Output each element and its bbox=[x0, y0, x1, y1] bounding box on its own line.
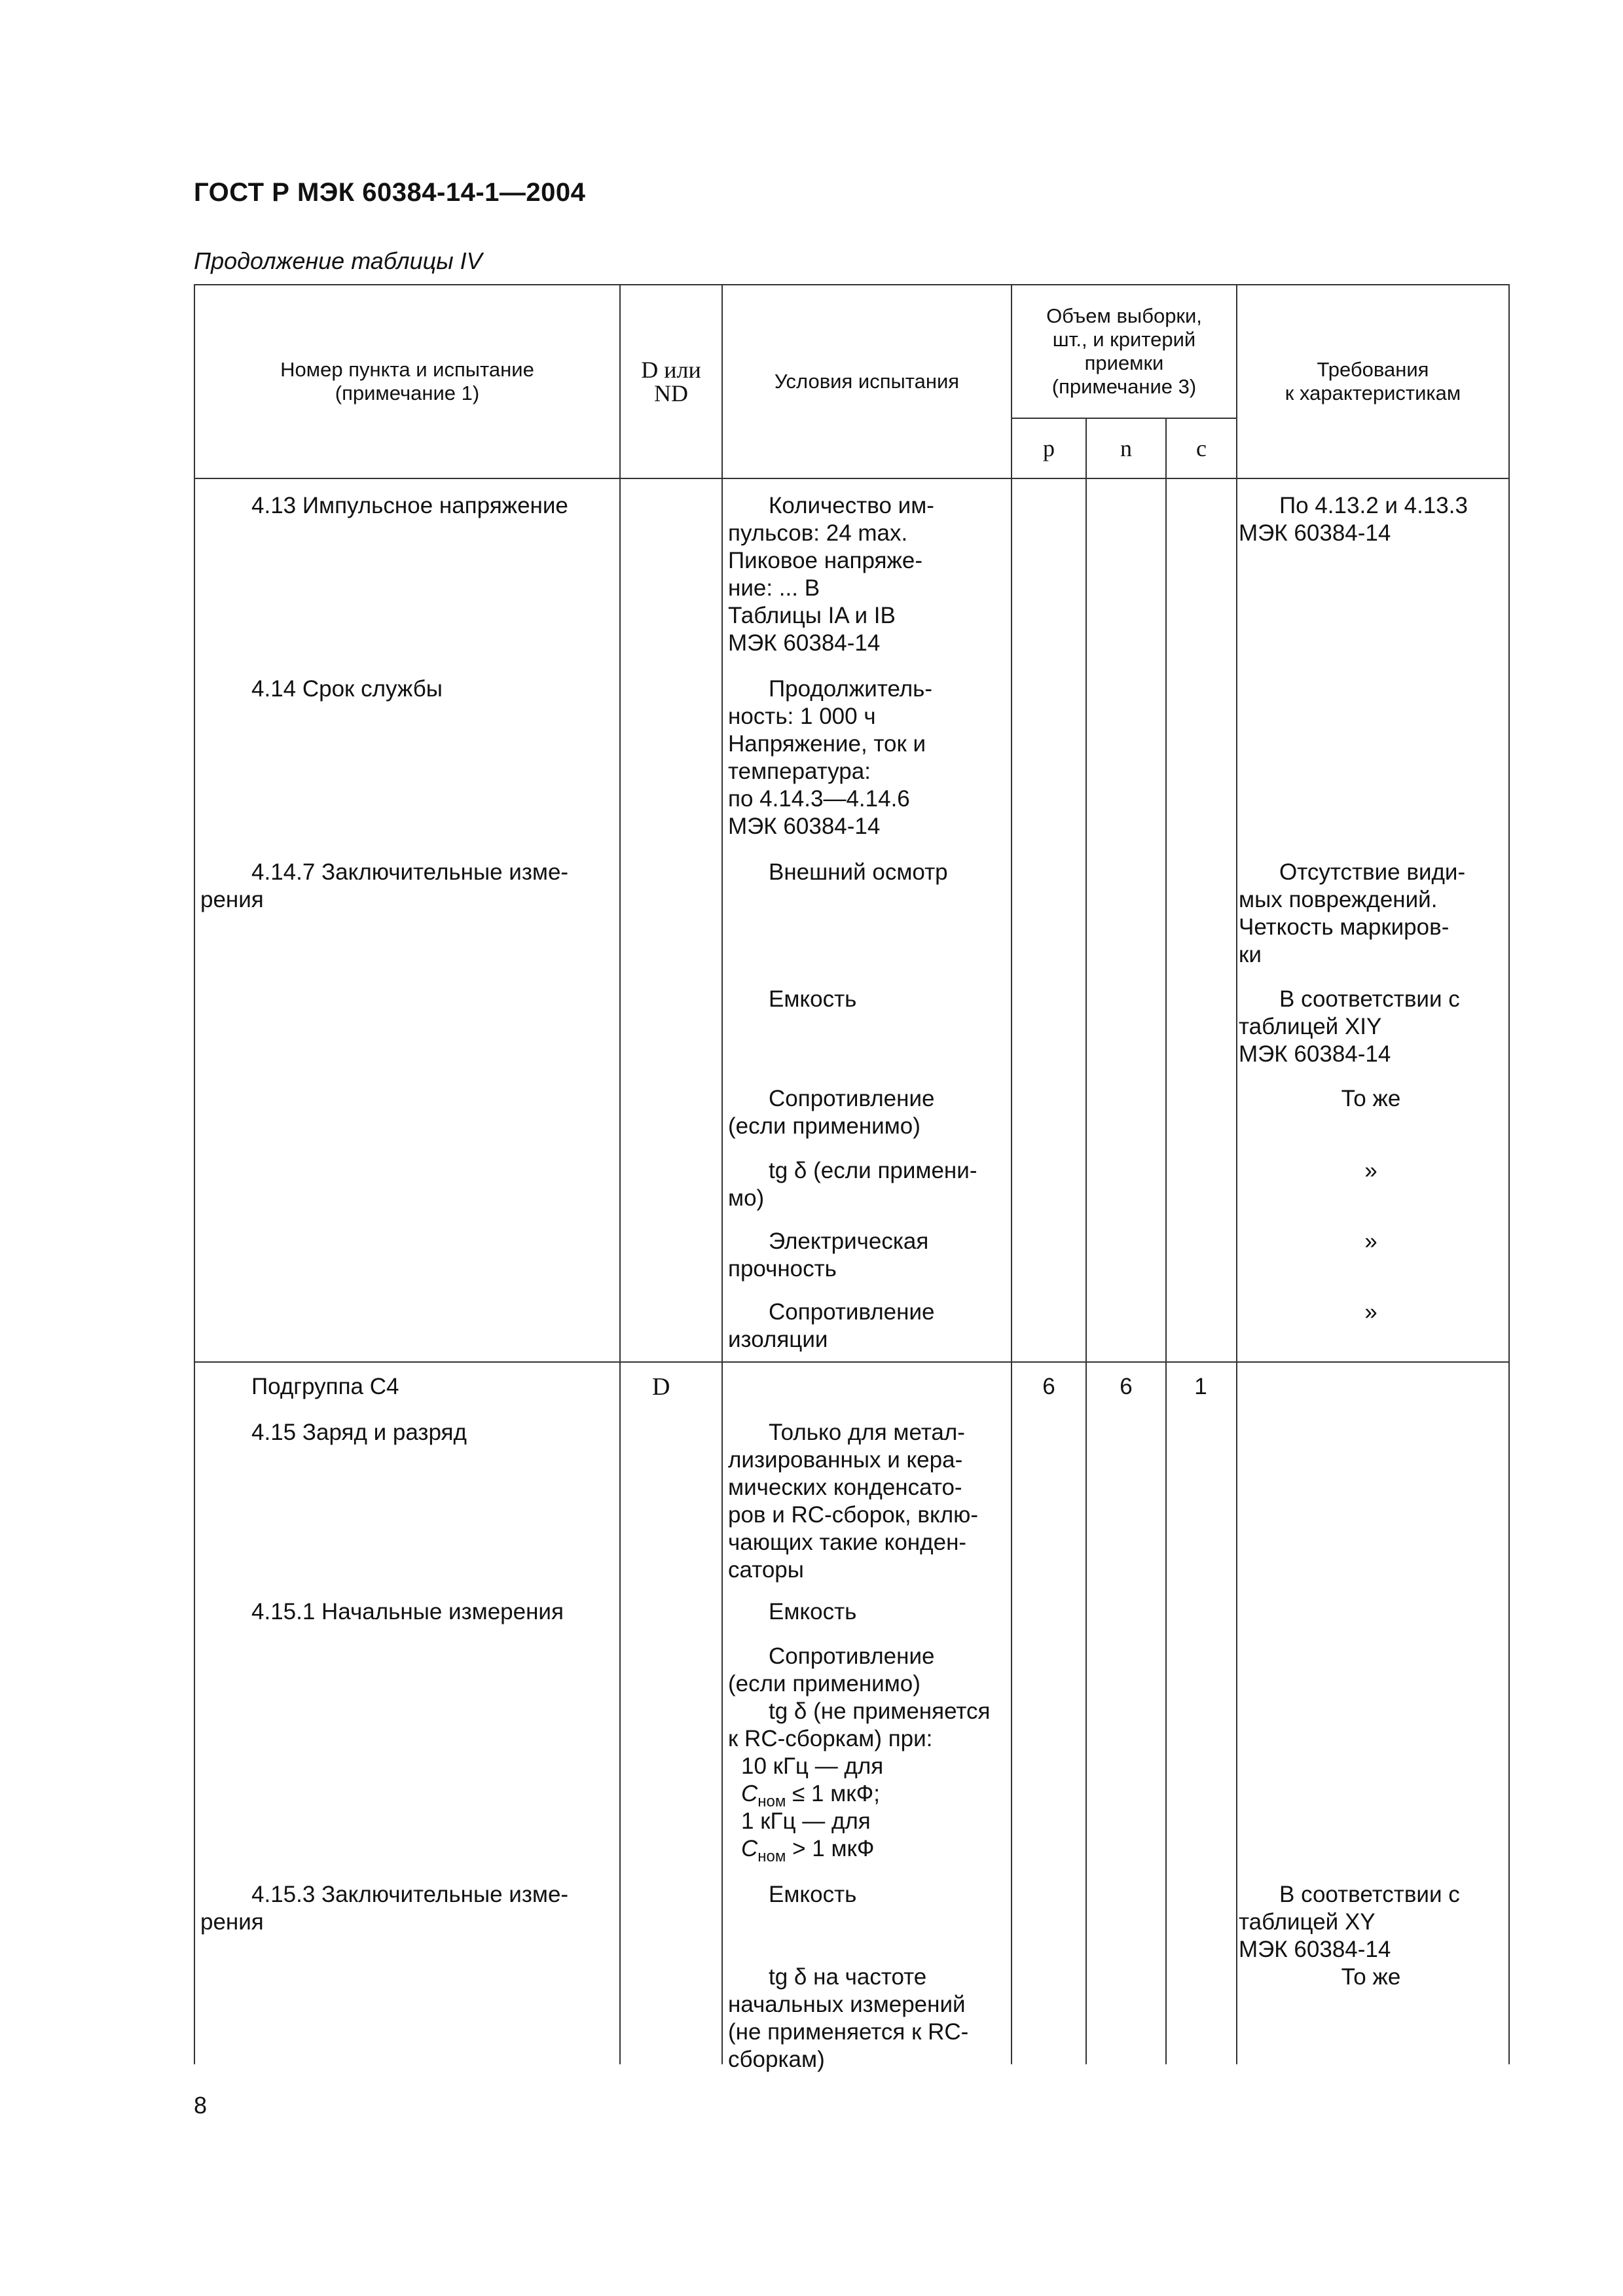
col-divider-dnd bbox=[721, 284, 723, 2064]
header-bottom-line bbox=[194, 478, 1510, 479]
cnom2-value: > 1 мкФ bbox=[792, 1836, 875, 1861]
table-continuation-label: Продолжение таблицы IV bbox=[194, 247, 483, 274]
table-border-right bbox=[1508, 284, 1510, 2064]
req-4-14-7-capacitance: В соответствии с таблицей XIY МЭК 60384-14 bbox=[1239, 986, 1460, 1067]
c-nom-subscript: ном bbox=[757, 1848, 786, 1865]
test-4-15: 4.15 Заряд и разряд bbox=[251, 1420, 467, 1445]
subgroup-c4-d-nd: D bbox=[652, 1373, 670, 1401]
cond-4-14-7-capacitance: Емкость bbox=[769, 986, 857, 1012]
cond-4-15-1-resistance: Сопротивление (если применимо) bbox=[728, 1643, 935, 1696]
section-divider-line bbox=[194, 1361, 1510, 1363]
cnom1-value: ≤ 1 мкФ; bbox=[792, 1781, 880, 1806]
cond-4-14-7-tg: tg δ (если примени- мо) bbox=[728, 1158, 977, 1211]
header-c: c bbox=[1196, 435, 1207, 461]
header-test: Номер пункта и испытание (примечание 1) bbox=[280, 358, 534, 404]
cond-4-14-7-resistance: Сопротивление (если применимо) bbox=[728, 1086, 935, 1139]
test-4-14-7: 4.14.7 Заключительные изме- рения bbox=[200, 859, 569, 912]
req-4-14-7-insulation: » bbox=[1364, 1299, 1377, 1325]
cond-4-15-1-tg: tg δ (не применяется к RC-сборкам) при: bbox=[728, 1698, 991, 1751]
header-p: p bbox=[1043, 435, 1055, 461]
test-4-13: 4.13 Импульсное напряжение bbox=[251, 493, 568, 518]
c-nom-symbol: C bbox=[741, 1781, 758, 1806]
subgroup-c4-label: Подгруппа C4 bbox=[251, 1374, 399, 1399]
table-border-left bbox=[194, 284, 195, 2064]
header-requirements: Требования к характеристикам bbox=[1285, 358, 1461, 404]
col-divider-n bbox=[1165, 418, 1167, 2064]
col-divider-p bbox=[1085, 418, 1087, 2064]
header-conditions: Условия испытания bbox=[774, 370, 960, 393]
req-4-13: По 4.13.2 и 4.13.3 МЭК 60384-14 bbox=[1239, 493, 1468, 546]
cond-4-13: Количество им- пульсов: 24 max. Пиковое напряже- ние: ... В Таблицы IA и IB МЭК 60384-14 bbox=[728, 493, 934, 656]
cond-4-15: Только для метал- лизированных и кера- мических конденсато- ров и RC-сборок, вклю- чающих такие конден- саторы bbox=[728, 1420, 979, 1583]
cond-4-14-7-visual: Внешний осмотр bbox=[769, 859, 948, 885]
req-4-14-7-visual: Отсутствие види- мых повреждений. Четкость маркиров- ки bbox=[1239, 859, 1466, 967]
header-d-nd: D или ND bbox=[641, 357, 701, 406]
test-4-14: 4.14 Срок службы bbox=[251, 676, 443, 702]
subgroup-c4-c: 1 bbox=[1194, 1374, 1207, 1399]
col-divider-test bbox=[619, 284, 621, 2064]
col-divider-sample bbox=[1236, 284, 1237, 2064]
cond-4-14-7-strength: Электрическая прочность bbox=[728, 1229, 929, 1282]
req-4-15-3-capacitance: В соответствии с таблицей XY МЭК 60384-14 bbox=[1239, 1882, 1460, 1962]
page-number: 8 bbox=[194, 2092, 208, 2119]
cond-4-15-1-cnom2 bbox=[741, 1835, 874, 1871]
test-4-15-3: 4.15.3 Заключительные изме- рения bbox=[200, 1882, 569, 1935]
subgroup-c4-p: 6 bbox=[1042, 1374, 1055, 1399]
req-4-14-7-resistance: То же bbox=[1341, 1086, 1401, 1111]
cond-4-14-7-insulation: Сопротивление изоляции bbox=[728, 1299, 935, 1352]
cond-4-15-1-freq1: 10 кГц — для bbox=[741, 1753, 884, 1779]
col-divider-cond bbox=[1011, 284, 1012, 2064]
cond-4-15-3-capacitance: Емкость bbox=[769, 1882, 857, 1907]
cond-4-15-1-capacitance: Емкость bbox=[769, 1599, 857, 1624]
cond-4-15-3-tg: tg δ на частоте начальных измерений (не применяется к RC- сборкам) bbox=[728, 1964, 969, 2072]
req-4-14-7-tg: » bbox=[1364, 1158, 1377, 1183]
req-4-14-7-strength: » bbox=[1364, 1229, 1377, 1254]
test-4-15-1: 4.15.1 Начальные измерения bbox=[251, 1599, 564, 1624]
req-4-15-3-tg: То же bbox=[1341, 1964, 1401, 1990]
cond-4-15-1-freq2: 1 кГц — для bbox=[741, 1808, 871, 1834]
cond-4-14: Продолжитель- ность: 1 000 ч Напряжение, ток и температура: по 4.14.3—4.14.6 МЭК 60384-14 bbox=[728, 676, 933, 839]
c-nom-subscript: ном bbox=[757, 1793, 786, 1810]
document-title: ГОСТ Р МЭК 60384-14-1—2004 bbox=[194, 178, 586, 207]
header-n: n bbox=[1120, 435, 1132, 461]
test-table bbox=[194, 284, 1510, 2072]
subgroup-c4-n: 6 bbox=[1120, 1374, 1133, 1399]
header-sample: Объем выборки, шт., и критерий приемки (примечание 3) bbox=[1046, 304, 1202, 398]
c-nom-symbol: C bbox=[741, 1836, 758, 1861]
